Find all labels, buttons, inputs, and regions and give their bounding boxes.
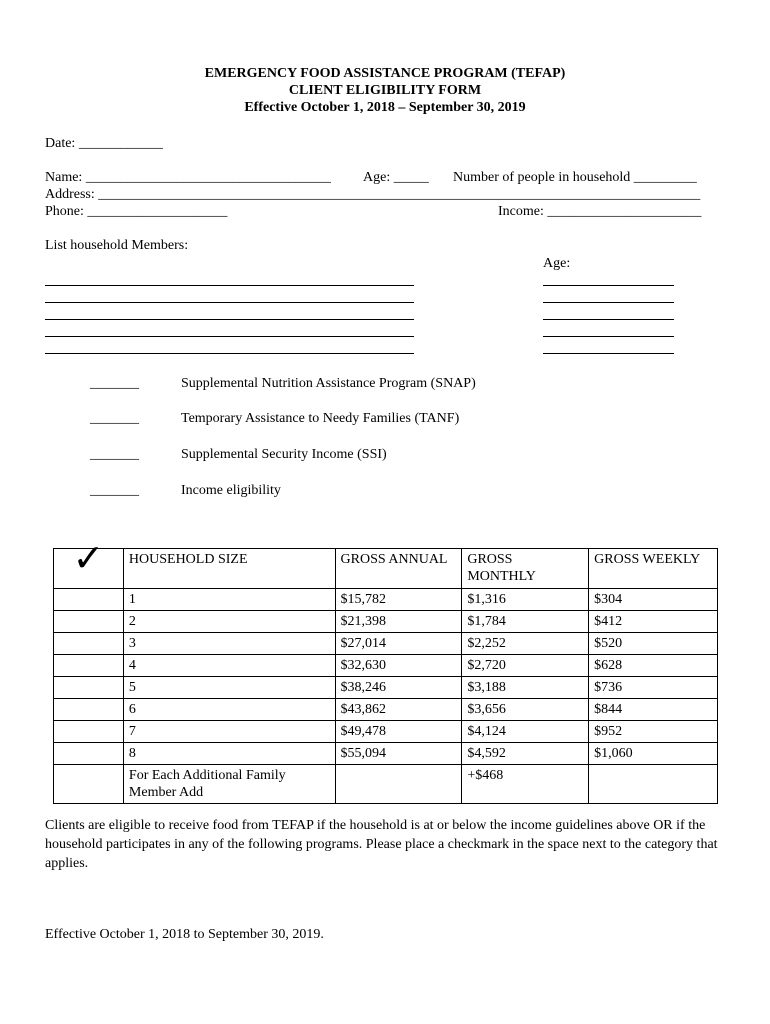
table-row (54, 677, 718, 699)
table-row (54, 721, 718, 743)
gross-weekly-cell: $304 (589, 589, 718, 611)
gross-weekly-cell: $520 (589, 633, 718, 655)
member-age-line[interactable] (543, 285, 674, 286)
gross-annual-cell: $32,630 (335, 655, 462, 677)
row-check-cell[interactable] (54, 611, 124, 633)
row-check-cell[interactable] (54, 699, 124, 721)
gross-weekly-cell (589, 765, 718, 804)
form-subtitle: CLIENT ELIGIBILITY FORM (288, 83, 482, 98)
member-name-line[interactable] (45, 285, 414, 286)
household-size-cell: 5 (123, 677, 335, 699)
row-check-cell[interactable] (54, 765, 124, 804)
gross-annual-cell: $27,014 (335, 633, 462, 655)
program-ssi-blank[interactable]: _______ (90, 447, 139, 462)
footer-effective-dates: Effective October 1, 2018 to September 30, 2019. (45, 927, 324, 942)
row-check-cell[interactable] (54, 589, 124, 611)
date-field[interactable]: Date: ____________ (45, 136, 163, 151)
gross-monthly-cell: $4,592 (462, 743, 589, 765)
member-name-line[interactable] (45, 336, 414, 337)
row-check-cell[interactable] (54, 677, 124, 699)
form-effective-dates: Effective October 1, 2018 – September 30, 2019 (244, 100, 526, 115)
gross-annual-cell: $43,862 (335, 699, 462, 721)
table-row-additional (54, 765, 718, 804)
additional-member-monthly: +$468 (462, 765, 589, 804)
eligibility-note: Clients are eligible to receive food from TEFAP if the household is at or below the income guidelines above OR if the household participates in any of the following programs. Please place a checkmark in the space next to the category that applies. (45, 818, 718, 871)
form-title: EMERGENCY FOOD ASSISTANCE PROGRAM (TEFAP) (204, 66, 566, 81)
program-snap-label: Supplemental Nutrition Assistance Program (SNAP) (181, 376, 476, 391)
gross-monthly-cell: $2,252 (462, 633, 589, 655)
household-size-cell: 7 (123, 721, 335, 743)
household-count-field[interactable]: Number of people in household _________ (453, 170, 697, 185)
program-ssi-label: Supplemental Security Income (SSI) (181, 447, 387, 462)
gross-monthly-cell: $3,188 (462, 677, 589, 699)
row-check-cell[interactable] (54, 633, 124, 655)
row-check-cell[interactable] (54, 655, 124, 677)
member-age-line[interactable] (543, 353, 674, 354)
gross-annual-cell: $21,398 (335, 611, 462, 633)
gross-annual-cell: $15,782 (335, 589, 462, 611)
program-tanf-blank[interactable]: _______ (90, 411, 139, 426)
row-check-cell[interactable] (54, 721, 124, 743)
gross-monthly-cell: $4,124 (462, 721, 589, 743)
income-guidelines-table (53, 538, 718, 804)
gross-weekly-cell: $952 (589, 721, 718, 743)
household-size-cell: 8 (123, 743, 335, 765)
table-row (54, 743, 718, 765)
income-field[interactable]: Income: ______________________ (498, 204, 702, 219)
household-size-header: HOUSEHOLD SIZE (123, 549, 335, 589)
member-age-line[interactable] (543, 302, 674, 303)
member-age-line[interactable] (543, 336, 674, 337)
age-field[interactable]: Age: _____ (363, 170, 429, 185)
household-size-cell: 3 (123, 633, 335, 655)
table-row (54, 633, 718, 655)
gross-weekly-cell: $844 (589, 699, 718, 721)
gross-monthly-cell: $1,316 (462, 589, 589, 611)
table-row (54, 611, 718, 633)
gross-annual-cell: $49,478 (335, 721, 462, 743)
gross-weekly-cell: $736 (589, 677, 718, 699)
program-income-label: Income eligibility (181, 483, 281, 498)
gross-weekly-cell: $628 (589, 655, 718, 677)
table-row (54, 699, 718, 721)
gross-monthly-header: GROSS MONTHLY (462, 549, 589, 589)
checkmark-icon: ✓ (54, 549, 124, 589)
member-name-line[interactable] (45, 319, 414, 320)
gross-annual-cell: $38,246 (335, 677, 462, 699)
address-field[interactable]: Address: ______________________________________________________________________________________ (45, 187, 701, 202)
program-income-blank[interactable]: _______ (90, 483, 139, 498)
phone-field[interactable]: Phone: ____________________ (45, 204, 228, 219)
table-header-row (54, 549, 718, 589)
gross-annual-header: GROSS ANNUAL (335, 549, 462, 589)
program-tanf-label: Temporary Assistance to Needy Families (TANF) (181, 411, 460, 426)
table-row (54, 589, 718, 611)
member-name-line[interactable] (45, 353, 414, 354)
gross-monthly-cell: $3,656 (462, 699, 589, 721)
gross-monthly-cell: $2,720 (462, 655, 589, 677)
additional-member-label: For Each Additional Family Member Add (123, 765, 335, 804)
household-size-cell: 4 (123, 655, 335, 677)
table-row (54, 655, 718, 677)
household-size-cell: 2 (123, 611, 335, 633)
gross-weekly-cell: $1,060 (589, 743, 718, 765)
name-field[interactable]: Name: ___________________________________ (45, 170, 331, 185)
gross-weekly-header: GROSS WEEKLY (589, 549, 718, 589)
gross-annual-cell (335, 765, 462, 804)
household-size-cell: 6 (123, 699, 335, 721)
program-snap-blank[interactable]: _______ (90, 376, 139, 391)
gross-annual-cell: $55,094 (335, 743, 462, 765)
member-age-line[interactable] (543, 319, 674, 320)
gross-monthly-cell: $1,784 (462, 611, 589, 633)
row-check-cell[interactable] (54, 743, 124, 765)
member-age-label: Age: (543, 256, 571, 271)
gross-weekly-cell: $412 (589, 611, 718, 633)
member-name-line[interactable] (45, 302, 414, 303)
household-members-label: List household Members: (45, 238, 189, 253)
household-size-cell: 1 (123, 589, 335, 611)
